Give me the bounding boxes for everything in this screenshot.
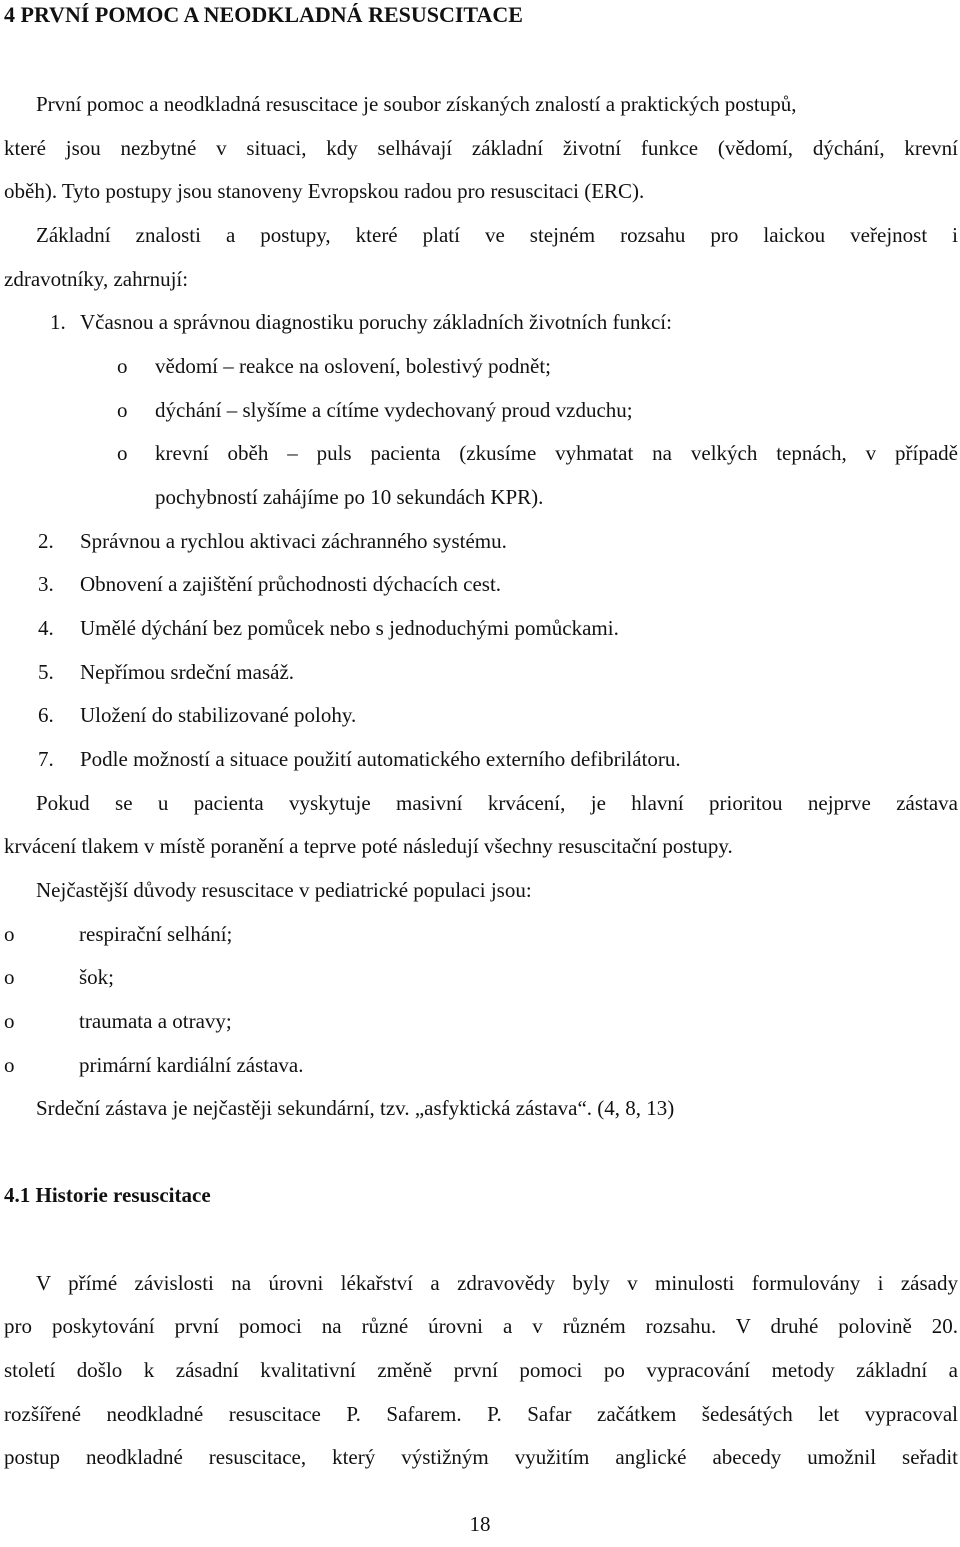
sub-bullet: o — [117, 354, 128, 378]
peds-item: traumata a otravy; — [79, 1009, 232, 1033]
history-line-1: V přímé závislosti na úrovni lékařství a zdravovědy byly v minulosti formulovány i zásady — [36, 1271, 958, 1295]
step-text: Umělé dýchání bez pomůcek nebo s jednoduchými pomůckami. — [80, 616, 619, 640]
history-line-4: rozšířené neodkladné resuscitace P. Safarem. P. Safar začátkem šedesátých let vypracoval — [4, 1402, 958, 1426]
peds-bullet: o — [4, 1009, 15, 1033]
peds-item: respirační selhání; — [79, 922, 233, 946]
sub-item-circulation-cont: pochybností zahájíme po 10 sekundách KPR). — [155, 485, 544, 509]
intro-line-2: které jsou nezbytné v situaci, kdy selhávají základní životní funkce (vědomí, dýchání, krevní — [4, 136, 958, 160]
chapter-heading: 4 PRVNÍ POMOC A NEODKLADNÁ RESUSCITACE — [4, 2, 523, 27]
step-text: Včasnou a správnou diagnostiku poruchy základních životních funkcí: — [80, 310, 672, 334]
history-line-3: století došlo k zásadní kvalitativní změně první pomoci po vypracování metody základní a — [4, 1358, 958, 1382]
peds-item: primární kardiální zástava. — [79, 1053, 304, 1077]
history-line-5: postup neodkladné resuscitace, který výstižným využitím anglické abecedy umožnil seřadit — [4, 1445, 958, 1469]
history-line-2: pro poskytování první pomoci na různé úrovni a v různém rozsahu. V druhé polovině 20. — [4, 1314, 958, 1338]
step-text: Uložení do stabilizované polohy. — [80, 703, 357, 727]
page-number: 18 — [469, 1512, 491, 1536]
intro-line-5: zdravotníky, zahrnují: — [4, 267, 189, 291]
step-number: 3. — [38, 572, 54, 596]
sub-bullet: o — [117, 441, 128, 465]
step-text: Obnovení a zajištění průchodnosti dýchacích cest. — [80, 572, 502, 596]
peds-bullet: o — [4, 965, 15, 989]
step-number: 5. — [38, 660, 54, 684]
intro-line-1: První pomoc a neodkladná resuscitace je soubor získaných znalostí a praktických postupů, — [36, 92, 797, 116]
intro-line-3: oběh). Tyto postupy jsou stanoveny Evropskou radou pro resuscitaci (ERC). — [4, 179, 645, 203]
sub-bullet: o — [117, 398, 128, 422]
intro-line-4: Základní znalosti a postupy, které platí ve stejném rozsahu pro laickou veřejnost i — [36, 223, 958, 247]
peds-intro: Nejčastější důvody resuscitace v pediatrické populaci jsou: — [36, 878, 532, 902]
step-text: Nepřímou srdeční masáž. — [80, 660, 295, 684]
step-text: Správnou a rychlou aktivaci záchranného systému. — [80, 529, 507, 553]
bleeding-line-1: Pokud se u pacienta vyskytuje masivní krvácení, je hlavní prioritou nejprve zástava — [36, 791, 958, 815]
sub-item-consciousness: vědomí – reakce na oslovení, bolestivý podnět; — [155, 354, 551, 378]
step-number: 6. — [38, 703, 54, 727]
sub-item-breathing: dýchání – slyšíme a cítíme vydechovaný proud vzduchu; — [155, 398, 633, 422]
peds-bullet: o — [4, 1053, 15, 1077]
step-number: 7. — [38, 747, 54, 771]
peds-outro: Srdeční zástava je nejčastěji sekundární, tzv. „asfyktická zástava“. (4, 8, 13) — [36, 1096, 675, 1120]
bleeding-line-2: krvácení tlakem v místě poranění a teprve poté následují všechny resuscitační postupy. — [4, 834, 733, 858]
section-heading: 4.1 Historie resuscitace — [4, 1183, 211, 1207]
step-number: 1. — [50, 310, 66, 334]
step-number: 2. — [38, 529, 54, 553]
peds-bullet: o — [4, 922, 15, 946]
sub-item-circulation: krevní oběh – puls pacienta (zkusíme vyhmatat na velkých tepnách, v případě — [155, 441, 958, 465]
peds-item: šok; — [79, 965, 115, 989]
step-number: 4. — [38, 616, 54, 640]
step-text: Podle možností a situace použití automatického externího defibrilátoru. — [80, 747, 681, 771]
